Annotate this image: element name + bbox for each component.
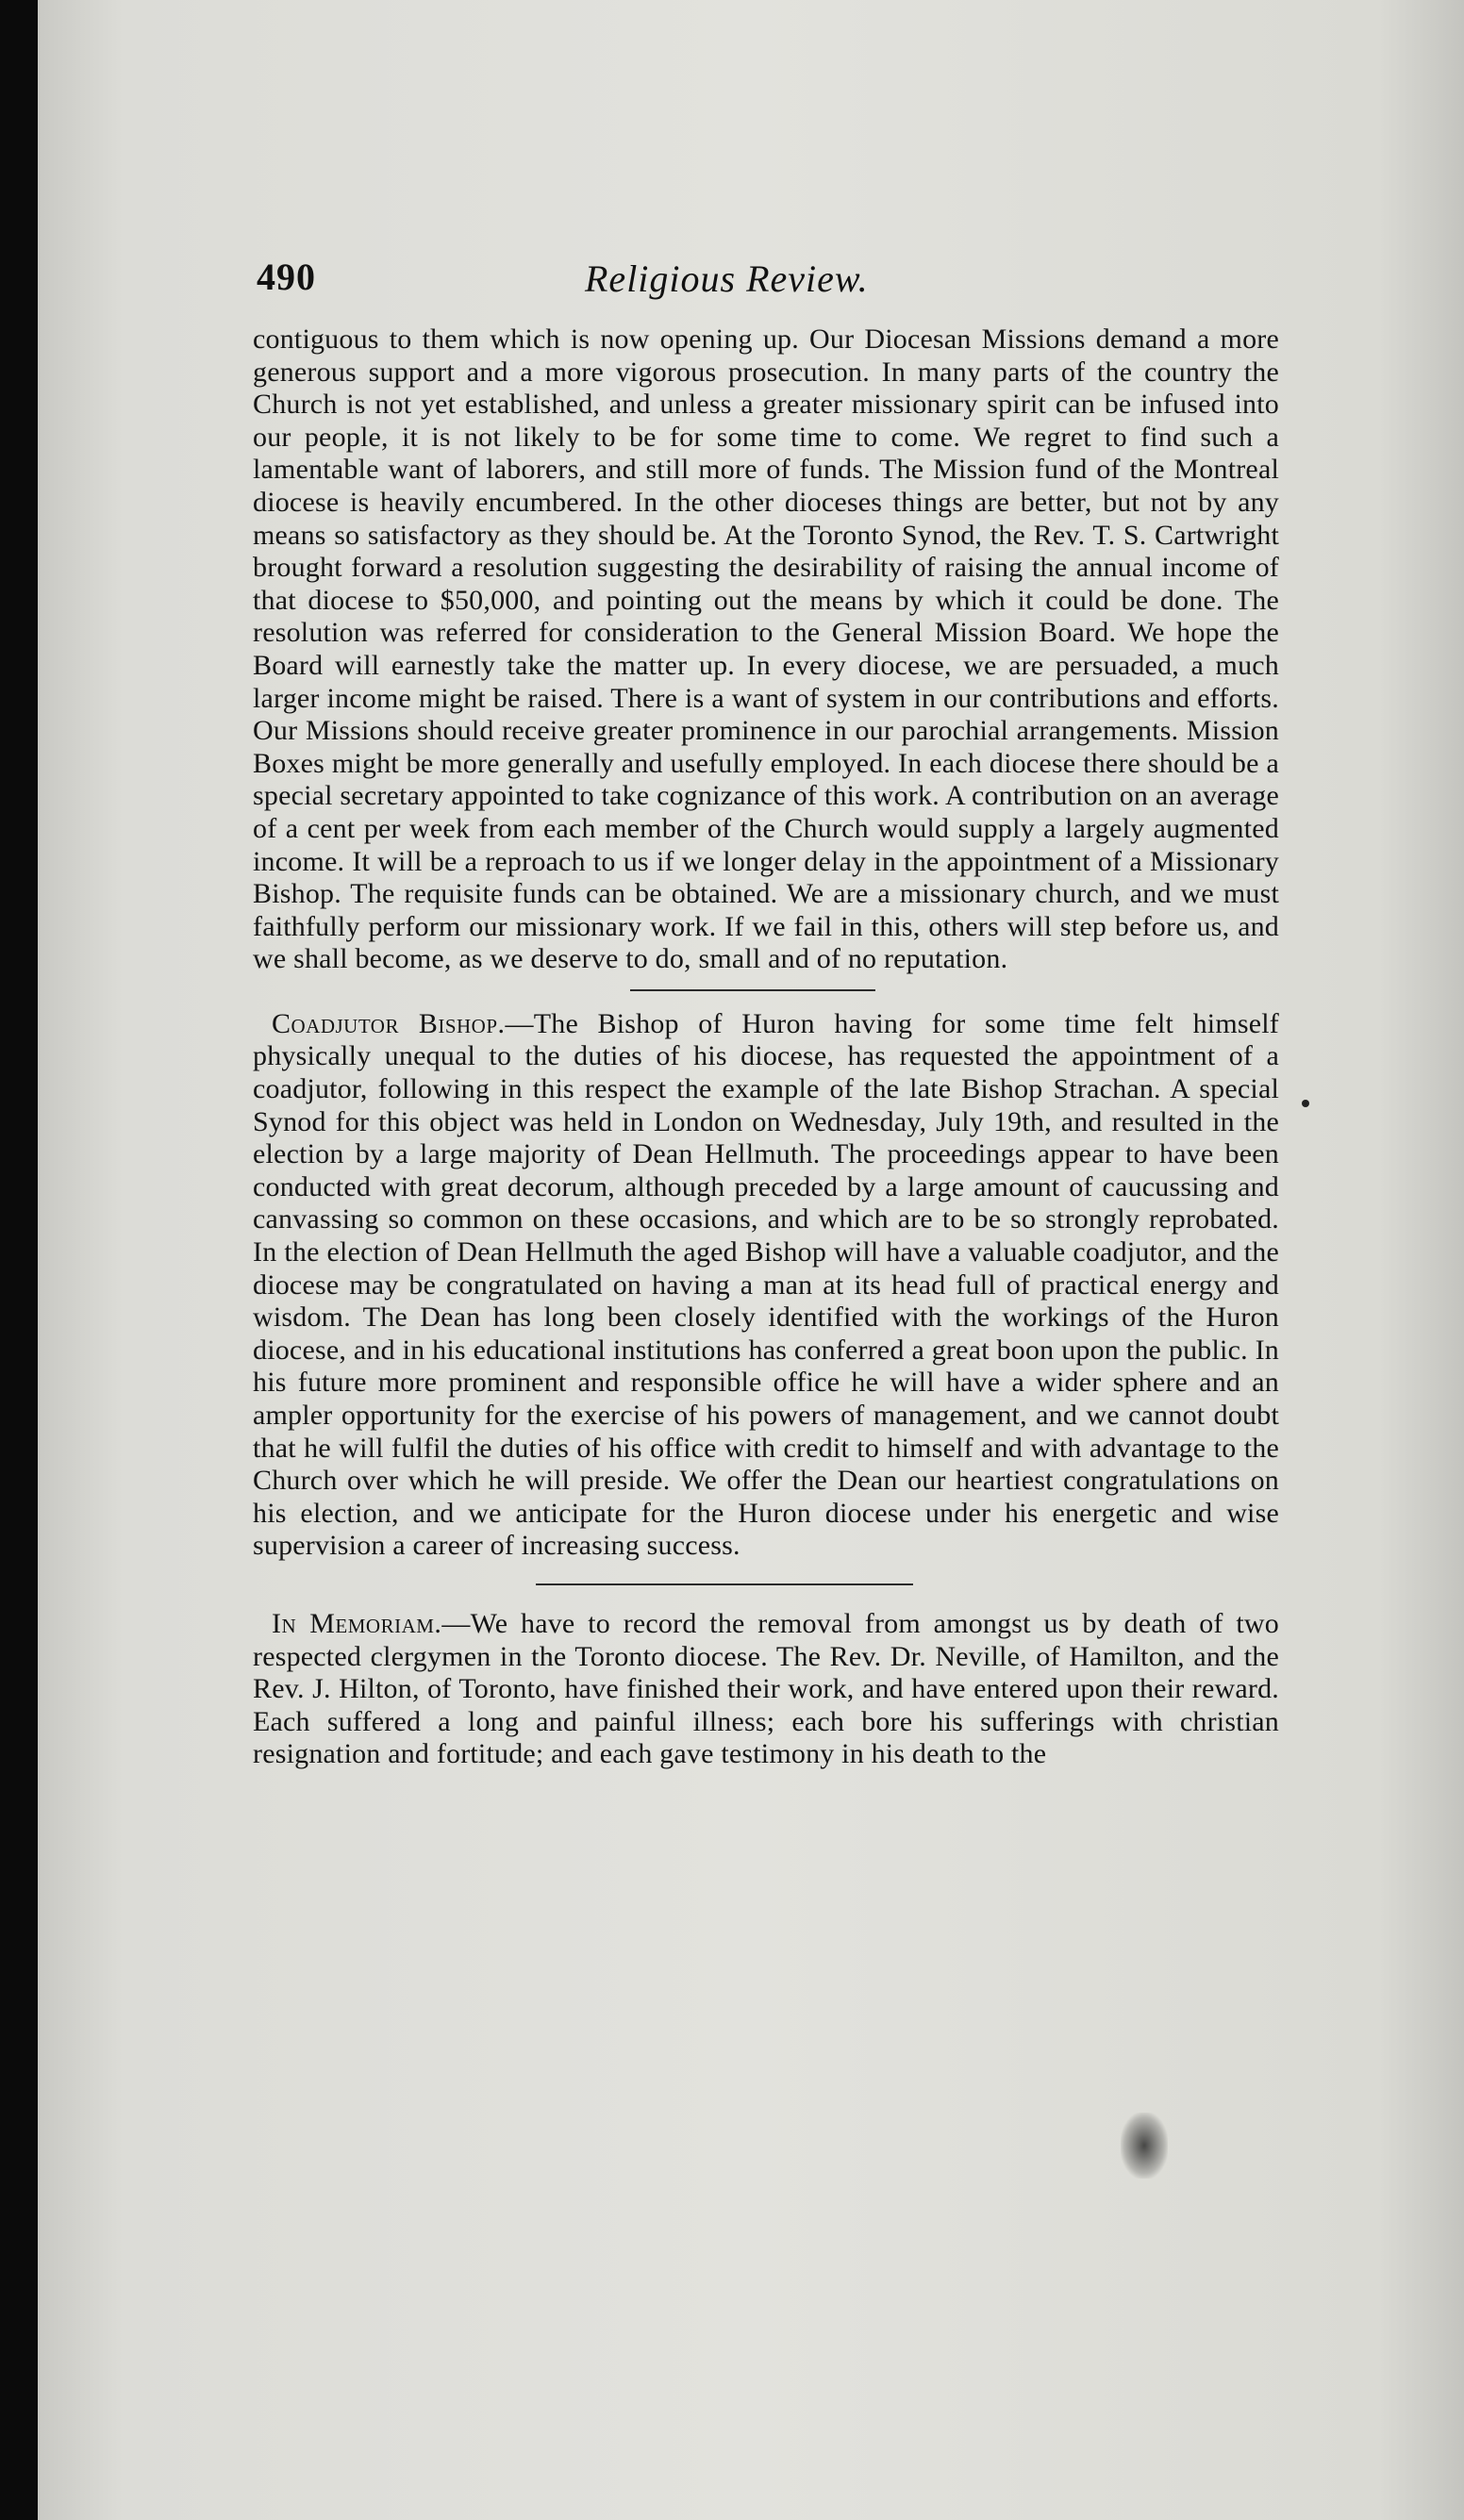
paragraph-missions: [253, 323, 1279, 976]
section-divider: [630, 989, 875, 991]
page-header: [245, 255, 1273, 311]
paragraph-text: —The Bishop of Huron having for some time felt himself physically unequal to the duties of his diocese, has requested the appointment of a coadjutor, following in this respect the example of the late Bishop Strachan. A special Synod for this object was held in London on Wednesday, July 19th, and resulted in the election by a large majority of Dean Hellmuth. The proceedings appear to have been conducted with great decorum, although preceded by a large amount of caucussing and canvassing so common on these occasions, and which are to be so strongly reprobated. In the election of Dean Hellmuth the aged Bishop will have a valuable coadjutor, and the diocese may be congratulated on having a man at its head full of practical energy and wisdom. The Dean has long been closely identified with the workings of the Huron diocese, and in his educational institutions has conferred a great boon upon the public. In his future more prominent and responsible office he will have a wider sphere and an ampler opportunity for the exercise of his powers of management, and we cannot doubt that he will fulfil the duties of his office with credit to himself and with advantage to the Church over which he will preside. We offer the Dean our heartiest congratulations on his election, and we anticipate for the Huron diocese under his energetic and wise supervision a career of increasing success.: [253, 1007, 1279, 1562]
paragraph-text: —We have to record the removal from amongst us by death of two respected clergymen in the Toronto diocese. The Rev. Dr. Neville, of Hamilton, and the Rev. J. Hilton, of Toronto, have finished their work, and have entered upon their reward. Each suffered a long and painful illness; each bore his sufferings with christian resignation and fortitude; and each gave testimony in his death to the: [253, 1607, 1279, 1770]
page-number: 490: [257, 256, 316, 298]
running-title: Religious Review.: [585, 257, 869, 300]
ink-smudge: [1121, 2113, 1168, 2179]
article-body: [253, 323, 1279, 1771]
paragraph-coadjutor-bishop: [253, 1008, 1279, 1563]
scanned-page: [38, 0, 1464, 2520]
section-heading: In Memoriam.: [272, 1607, 442, 1639]
section-divider: [536, 1583, 913, 1585]
paragraph-text: contiguous to them which is now opening up. Our Diocesan Missions demand a more generous support and a more vigorous prosecution. In many parts of the country the Church is not yet established, and unless a greater missionary spirit can be infused into our people, it is not likely to be for some time to come. We regret to find such a lamentable want of laborers, and still more of funds. The Mission fund of the Montreal diocese is heavily encumbered. In the other dioceses things are better, but not by any means so satisfactory as they should be. At the Toronto Synod, the Rev. T. S. Cartwright brought forward a resolution suggesting the desirability of raising the annual income of that diocese to $50,000, and pointing out the means by which it could be done. The resolution was referred for consideration to the General Mission Board. We hope the Board will earnestly take the matter up. In every diocese, we are persuaded, a much larger income might be raised. There is a want of system in our contributions and efforts. Our Missions should receive greater prominence in our parochial arrangements. Mission Boxes might be more generally and usefully employed. In each diocese there should be a special secretary appointed to take cognizance of this work. A contribution on an average of a cent per week from each member of the Church would supply a largely augmented income. It will be a reproach to us if we longer delay in the appointment of a Missionary Bishop. The requisite funds can be obtained. We are a missionary church, and we must faithfully perform our missionary work. If we fail in this, others will step before us, and we shall become, as we deserve to do, small and of no reputation.: [253, 323, 1279, 975]
paragraph-in-memoriam: [253, 1608, 1279, 1771]
ink-speck: [1302, 1100, 1309, 1107]
section-heading: Coadjutor Bishop.: [272, 1007, 506, 1039]
